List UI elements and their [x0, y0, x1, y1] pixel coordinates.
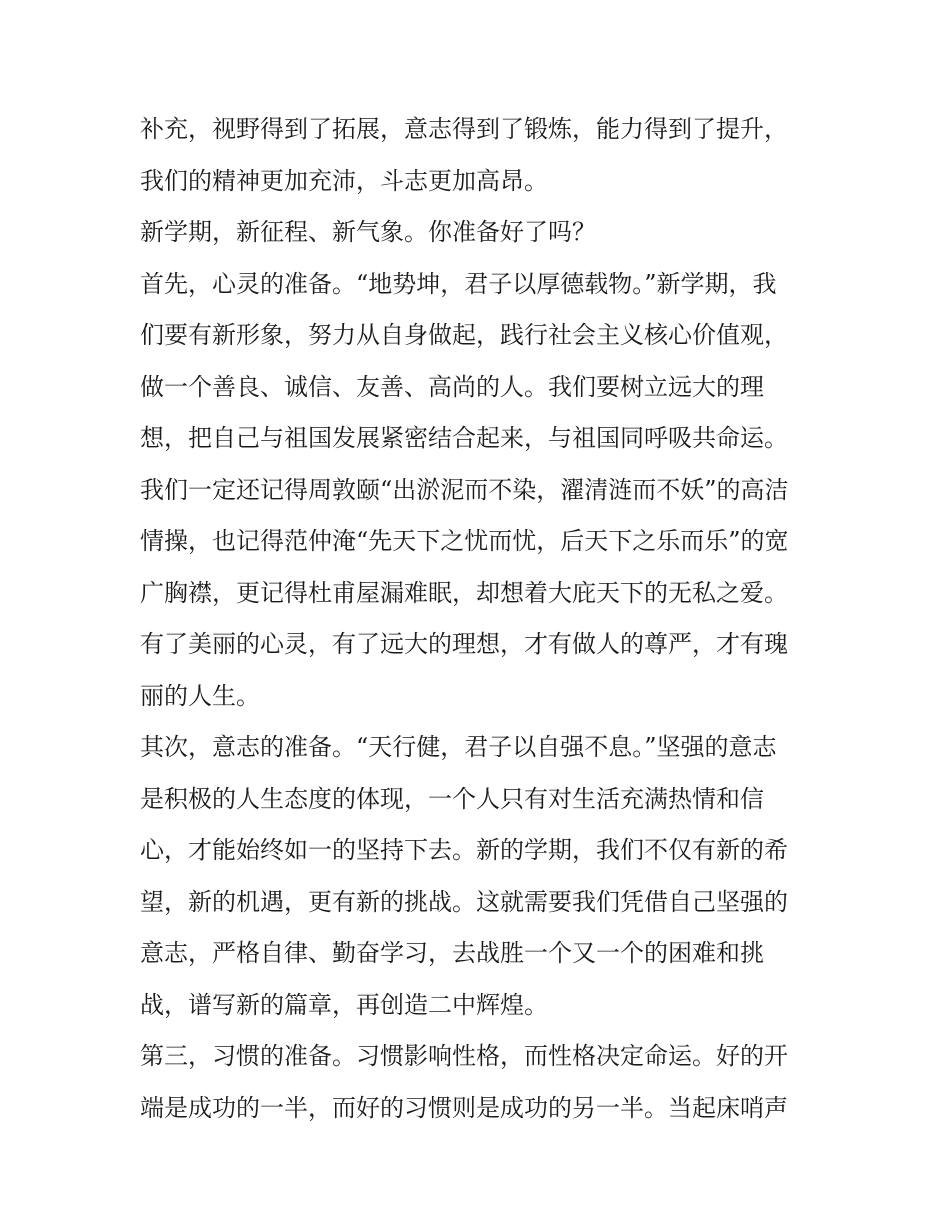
text-line: 丽的人生。	[140, 681, 260, 710]
text-line: 广胸襟，更记得杜甫屋漏难眠，却想着大庇天下的无私之爱。	[140, 578, 788, 607]
text-line: 首先，心灵的准备。“地势坤，君子以厚德载物。”新学期，我	[140, 269, 777, 298]
text-line: 情操，也记得范仲淹“先天下之忧而忧，后天下之乐而乐”的宽	[140, 527, 789, 555]
text-line: 我们的精神更加充沛，斗志更加高昂。	[140, 166, 548, 195]
body-text	[140, 104, 820, 1134]
text-line: 是积极的人生态度的体现，一个人只有对生活充满热情和信	[140, 784, 764, 813]
text-line: 望，新的机遇，更有新的挑战。这就需要我们凭借自己坚强的	[140, 887, 788, 916]
text-line: 心，才能始终如一的坚持下去。新的学期，我们不仅有新的希	[140, 836, 788, 864]
text-line: 新学期，新征程、新气象。你准备好了吗？	[140, 218, 596, 246]
text-line: 我们一定还记得周敦颐“出淤泥而不染，濯清涟而不妖”的高洁	[140, 475, 789, 504]
text-line: 第三，习惯的准备。习惯影响性格，而性格决定命运。好的开	[140, 1042, 788, 1070]
text-line: 们要有新形象，努力从自身做起，践行社会主义核心价值观，	[140, 321, 788, 349]
text-line: 意志，严格自律、勤奋学习，去战胜一个又一个的困难和挑	[140, 939, 764, 967]
text-line: 端是成功的一半，而好的习惯则是成功的另一半。当起床哨声	[140, 1093, 788, 1122]
text-line: 补充，视野得到了拓展，意志得到了锻炼，能力得到了提升，	[140, 115, 788, 143]
text-line: 做一个善良、诚信、友善、高尚的人。我们要树立远大的理	[140, 372, 764, 401]
text-line: 战，谱写新的篇章，再创造二中辉煌。	[140, 990, 548, 1019]
text-line: 想，把自己与祖国发展紧密结合起来，与祖国同呼吸共命运。	[140, 424, 788, 452]
text-line: 其次，意志的准备。“天行健，君子以自强不息。”坚强的意志	[140, 733, 777, 761]
text-line: 有了美丽的心灵，有了远大的理想，才有做人的尊严，才有瑰	[140, 630, 788, 658]
